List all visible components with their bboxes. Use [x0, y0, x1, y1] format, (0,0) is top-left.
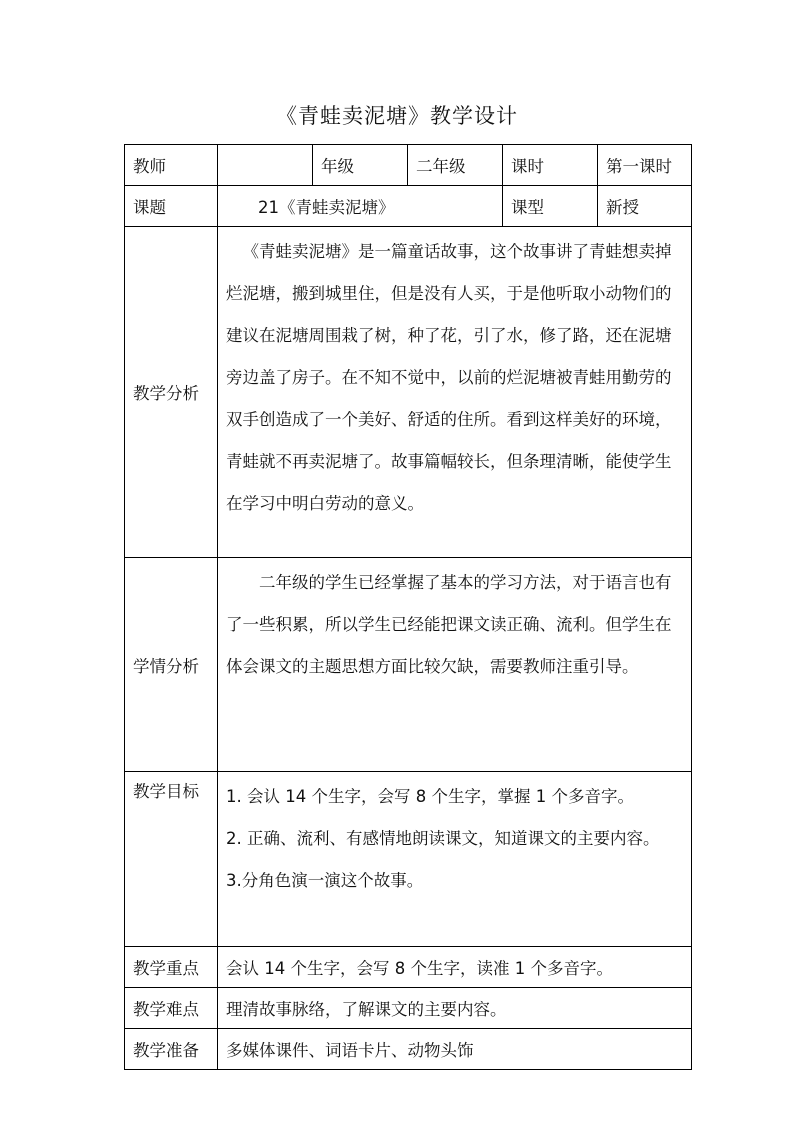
period-value: 第一课时: [598, 145, 692, 186]
analysis-text: 《青蛙卖泥塘》是一篇童话故事，这个故事讲了青蛙想卖掉烂泥塘，搬到城里住，但是没有人买，于是他听取小动物们的建议在泥塘周围栽了树，种了花，引了水，修了路，还在泥塘旁边盖了房子。在不知不觉中，以前的烂泥塘被青蛙用勤劳的双手创造成了一个美好、舒适的住所。看到这样美好的环境，青蛙就不再卖泥塘了。故事篇幅较长，但条理清晰，能使学生在学习中明白劳动的意义。: [226, 242, 672, 513]
situation-cell: [218, 558, 692, 772]
goals-cell: [218, 772, 692, 947]
period-label: 课时: [503, 145, 598, 186]
preparation-label: 教学准备: [125, 1029, 218, 1070]
difficulties-text: 理清故事脉络，了解课文的主要内容。: [218, 988, 692, 1029]
type-label: 课型: [503, 186, 598, 227]
goal-item-3: 3.分角色演一演这个故事。: [226, 871, 424, 890]
teacher-value: [218, 145, 313, 186]
goal-item-2: 2. 正确、流利、有感情地朗读课文，知道课文的主要内容。: [226, 829, 660, 848]
table-row: [125, 227, 692, 558]
document-title: 《青蛙卖泥塘》教学设计: [276, 104, 518, 128]
situation-text: 二年级的学生已经掌握了基本的学习方法，对于语言也有了一些积累，所以学生已经能把课文读正确、流利。但学生在体会课文的主题思想方面比较欠缺，需要教师注重引导。: [226, 573, 672, 676]
type-value: 新授: [598, 186, 692, 227]
table-row: [125, 988, 692, 1029]
key-points-label: 教学重点: [125, 947, 218, 988]
table-row: [125, 186, 692, 227]
key-points-text: 会认 14 个生字，会写 8 个生字，读准 1 个多音字。: [218, 947, 692, 988]
subject-label: 课题: [125, 186, 218, 227]
grade-value: 二年级: [408, 145, 503, 186]
table-row: [125, 145, 692, 186]
teacher-label: 教师: [125, 145, 218, 186]
analysis-cell: [218, 227, 692, 558]
situation-label: 学情分析: [125, 558, 218, 772]
analysis-label: 教学分析: [125, 227, 218, 558]
grade-label: 年级: [313, 145, 408, 186]
goals-label: 教学目标: [125, 772, 218, 947]
lesson-plan-table: [124, 144, 692, 1070]
goal-item-1: 1. 会认 14 个生字，会写 8 个生字，掌握 1 个多音字。: [226, 787, 634, 806]
table-row: [125, 1029, 692, 1070]
subject-value: 21《青蛙卖泥塘》: [218, 186, 503, 227]
difficulties-label: 教学难点: [125, 988, 218, 1029]
preparation-text: 多媒体课件、词语卡片、动物头饰: [218, 1029, 692, 1070]
table-row: [125, 772, 692, 947]
table-row: [125, 947, 692, 988]
table-row: [125, 558, 692, 772]
